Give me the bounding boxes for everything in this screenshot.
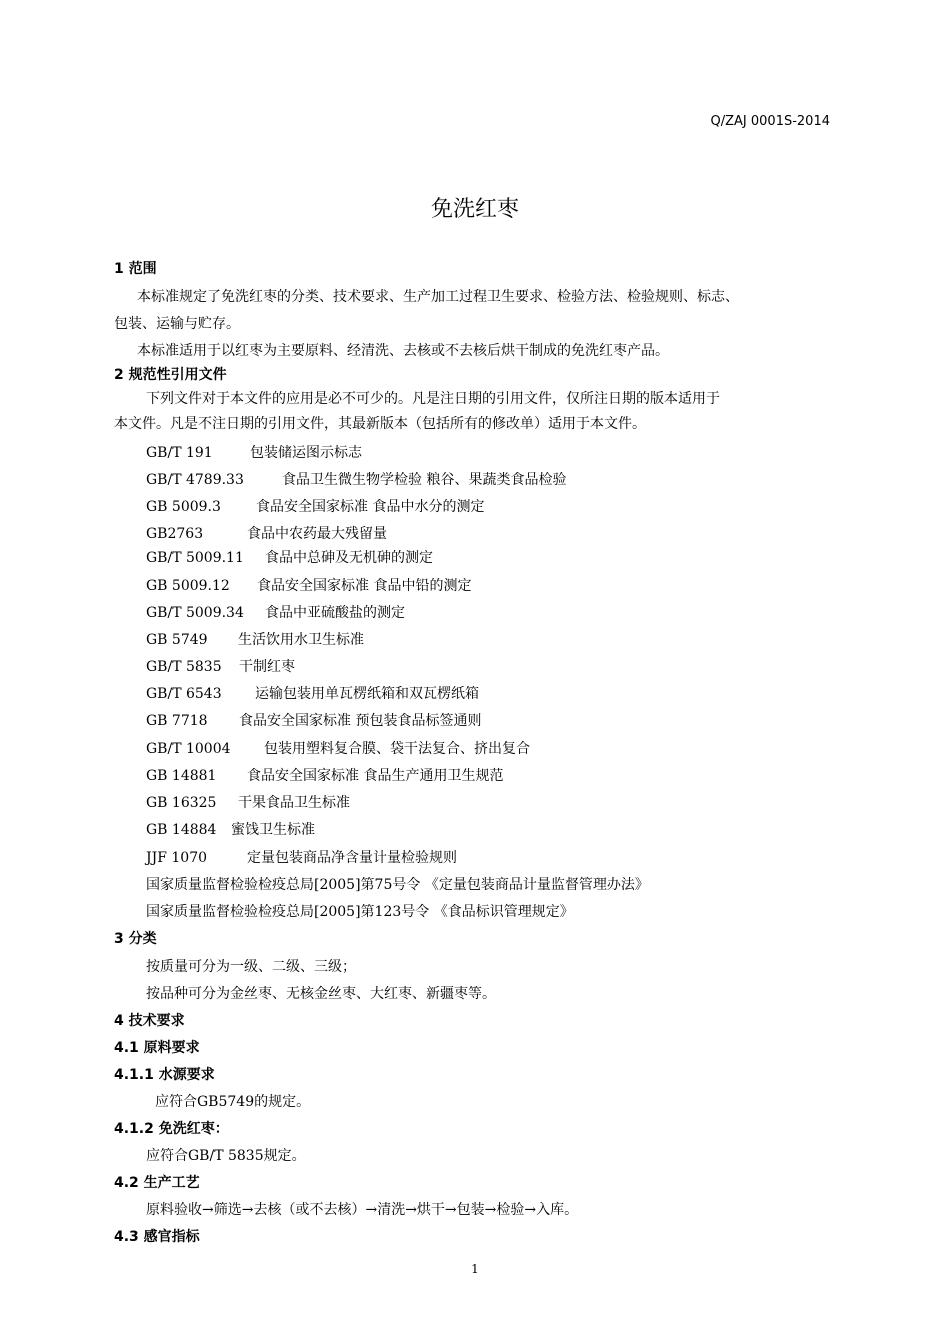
section-4-2-text: 原料验收→筛选→去核（或不去核）→清洗→烘干→包装→检验→入库。: [146, 1202, 579, 1218]
standard-code: Q/ZAJ 0001S-2014: [710, 114, 830, 129]
section-2-intro-line-2: 本文件。凡是不注日期的引用文件，其最新版本（包括所有的修改单）适用于本文件。: [114, 416, 646, 432]
reference-code: GB/T 6543: [146, 686, 222, 702]
reference-item: [146, 849, 457, 867]
section-4-1-1-heading: 4.1.1 水源要求: [114, 1067, 215, 1083]
section-3-paragraph-2: 按品种可分为金丝枣、无核金丝枣、大红枣、新疆枣等。: [146, 986, 496, 1002]
reference-title: 干制红枣: [239, 659, 295, 675]
section-3-paragraph-1: 按质量可分为一级、二级、三级；: [146, 959, 356, 975]
reference-code: GB/T 191: [146, 445, 213, 461]
reference-title: 食品卫生微生物学检验 粮谷、果蔬类食品检验: [282, 472, 567, 488]
document-title: 免洗红枣: [430, 197, 519, 222]
section-4-3-heading: 4.3 感官指标: [114, 1229, 200, 1245]
reference-item: [146, 794, 350, 812]
reference-item: [146, 444, 362, 462]
reference-title: 食品安全国家标准 食品中铅的测定: [257, 578, 472, 594]
section-4-1-2-heading: 4.1.2 免洗红枣：: [114, 1121, 229, 1137]
reference-title: 定量包装商品净含量计量检验规则: [247, 850, 457, 866]
section-4-1-2-text: 应符合GB/T 5835规定。: [146, 1148, 306, 1164]
section-4-2-heading: 4.2 生产工艺: [114, 1175, 200, 1191]
reference-title: 干果食品卫生标准: [238, 795, 350, 811]
reference-code: GB 14884: [146, 822, 217, 838]
reference-title: 食品安全国家标准 食品生产通用卫生规范: [247, 768, 504, 784]
reference-code: GB 14881: [146, 768, 217, 784]
section-2-intro-line-1: 下列文件对于本文件的应用是必不可少的。凡是注日期的引用文件，仅所注日期的版本适用于: [146, 391, 720, 407]
reference-item: [146, 525, 387, 543]
reference-code: GB2763: [146, 526, 204, 542]
reference-title: 蜜饯卫生标准: [231, 822, 315, 838]
reference-title: 食品安全国家标准 食品中水分的测定: [256, 499, 485, 515]
section-1-paragraph-1-line-2: 包装、运输与贮存。: [114, 316, 240, 332]
reference-title: 包装储运图示标志: [250, 445, 362, 461]
reference-item: [146, 685, 479, 703]
reference-item: [146, 577, 471, 595]
section-4-heading: 4 技术要求: [114, 1013, 185, 1029]
section-4-1-heading: 4.1 原料要求: [114, 1040, 200, 1056]
page-number: 1: [471, 1262, 479, 1276]
reference-item: [146, 821, 315, 839]
reference-item: [146, 498, 484, 516]
reference-code: GB 5009.3: [146, 499, 221, 515]
reference-item: [146, 740, 530, 758]
section-1-heading: 1 范围: [114, 261, 157, 277]
reference-code: GB 16325: [146, 795, 217, 811]
reference-code: GB/T 5009.34: [146, 605, 244, 621]
reference-title: 包装用塑料复合膜、袋干法复合、挤出复合: [264, 741, 530, 757]
reference-code: GB 5749: [146, 632, 208, 648]
reference-item: [146, 631, 364, 649]
section-1-paragraph-1-line-1: 本标准规定了免洗红枣的分类、技术要求、生产加工过程卫生要求、检验方法、检验规则、标志、: [137, 289, 739, 305]
reference-item: [146, 658, 295, 676]
decree-reference-2: 国家质量监督检验检疫总局[2005]第123号令 《食品标识管理规定》: [146, 904, 574, 920]
reference-code: GB/T 10004: [146, 741, 231, 757]
section-2-heading: 2 规范性引用文件: [114, 367, 227, 383]
reference-code: GB 5009.12: [146, 578, 230, 594]
reference-code: GB/T 5835: [146, 659, 222, 675]
section-3-heading: 3 分类: [114, 931, 157, 947]
reference-code: GB/T 5009.11: [146, 550, 244, 566]
reference-code: GB 7718: [146, 713, 208, 729]
reference-item: [146, 549, 433, 567]
section-4-1-1-text: 应符合GB5749的规定。: [155, 1094, 311, 1110]
reference-title: 食品安全国家标准 预包装食品标签通则: [239, 713, 482, 729]
reference-title: 运输包装用单瓦楞纸箱和双瓦楞纸箱: [255, 686, 479, 702]
reference-title: 食品中总砷及无机砷的测定: [265, 550, 433, 566]
reference-code: JJF 1070: [146, 850, 208, 866]
reference-title: 食品中亚硫酸盐的测定: [265, 605, 405, 621]
section-1-paragraph-2: 本标准适用于以红枣为主要原料、经清洗、去核或不去核后烘干制成的免洗红枣产品。: [137, 343, 669, 359]
reference-item: [146, 712, 481, 730]
reference-title: 生活饮用水卫生标准: [238, 632, 364, 648]
decree-reference-1: 国家质量监督检验检疫总局[2005]第75号令 《定量包装商品计量监督管理办法》: [146, 877, 649, 893]
reference-code: GB/T 4789.33: [146, 472, 244, 488]
reference-item: [146, 767, 503, 785]
reference-item: [146, 604, 405, 622]
reference-item: [146, 471, 566, 489]
reference-title: 食品中农药最大残留量: [247, 526, 387, 542]
